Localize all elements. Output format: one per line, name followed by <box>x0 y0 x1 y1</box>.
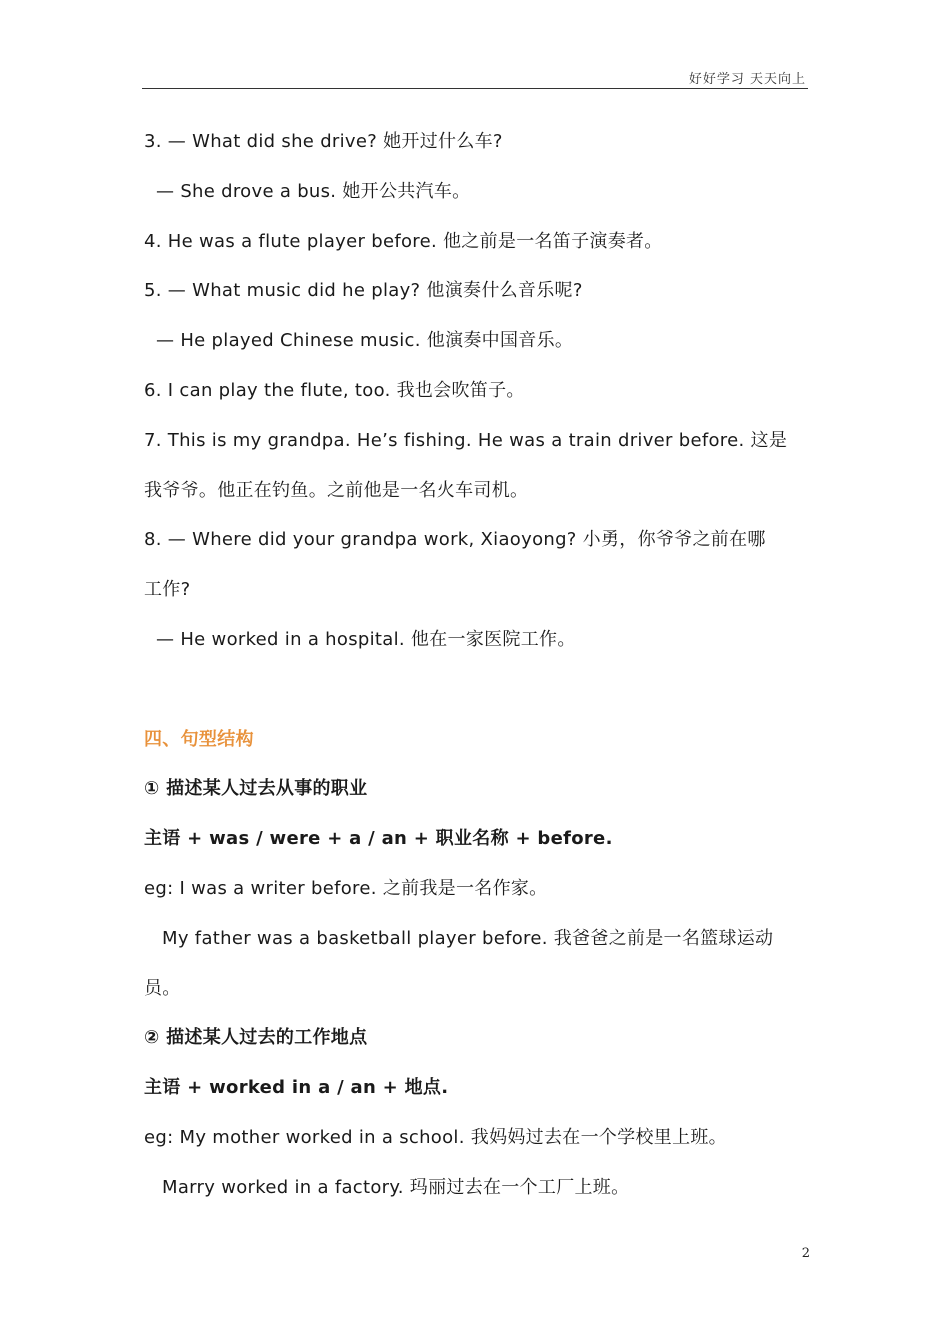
sentence-line: 我爷爷。他正在钓鱼。之前他是一名火车司机。 <box>144 479 529 501</box>
subsection-heading: ② 描述某人过去的工作地点 <box>144 1027 368 1049</box>
sentence-line: 7. This is my grandpa. He’s fishing. He was a train driver before. 这是 <box>144 429 788 451</box>
sentence-line: — He worked in a hospital. 他在一家医院工作。 <box>156 628 576 650</box>
sentence-line: 8. — Where did your grandpa work, Xiaoyong? 小勇，你爷爷之前在哪 <box>144 529 766 551</box>
page-header <box>142 66 808 89</box>
header-motto: 好好学习 天天向上 <box>688 72 806 87</box>
sentence-line: — He played Chinese music. 他演奏中国音乐。 <box>156 330 574 352</box>
example-line-continued: 员。 <box>144 977 181 999</box>
sentence-line: 工作? <box>144 579 191 601</box>
blank-spacer <box>144 672 808 722</box>
sentence-pattern: 主语 + was / were + a / an + 职业名称 + before. <box>144 828 613 850</box>
sentence-line: — She drove a bus. 她开公共汽车。 <box>156 180 471 202</box>
example-line: Marry worked in a factory. 玛丽过去在一个工厂上班。 <box>162 1176 630 1198</box>
example-line: eg: My mother worked in a school. 我妈妈过去在一个学校里上班。 <box>144 1126 727 1148</box>
example-line: eg: I was a writer before. 之前我是一名作家。 <box>144 877 548 899</box>
sentence-line: 3. — What did she drive? 她开过什么车? <box>144 131 503 152</box>
sentence-line: 6. I can play the flute, too. 我也会吹笛子。 <box>144 379 525 401</box>
sentence-pattern: 主语 + worked in a / an + 地点. <box>144 1077 449 1099</box>
section-title: 四、句型结构 <box>144 728 254 750</box>
subsection-heading: ① 描述某人过去从事的职业 <box>144 778 368 800</box>
page-number: 2 <box>801 1246 810 1261</box>
sentence-line: 4. He was a flute player before. 他之前是一名笛子演奏者。 <box>144 230 663 252</box>
sentence-line: 5. — What music did he play? 他演奏什么音乐呢? <box>144 280 583 302</box>
document-body <box>144 124 808 1220</box>
example-line: My father was a basketball player before. 我爸爸之前是一名篮球运动 <box>162 927 774 949</box>
